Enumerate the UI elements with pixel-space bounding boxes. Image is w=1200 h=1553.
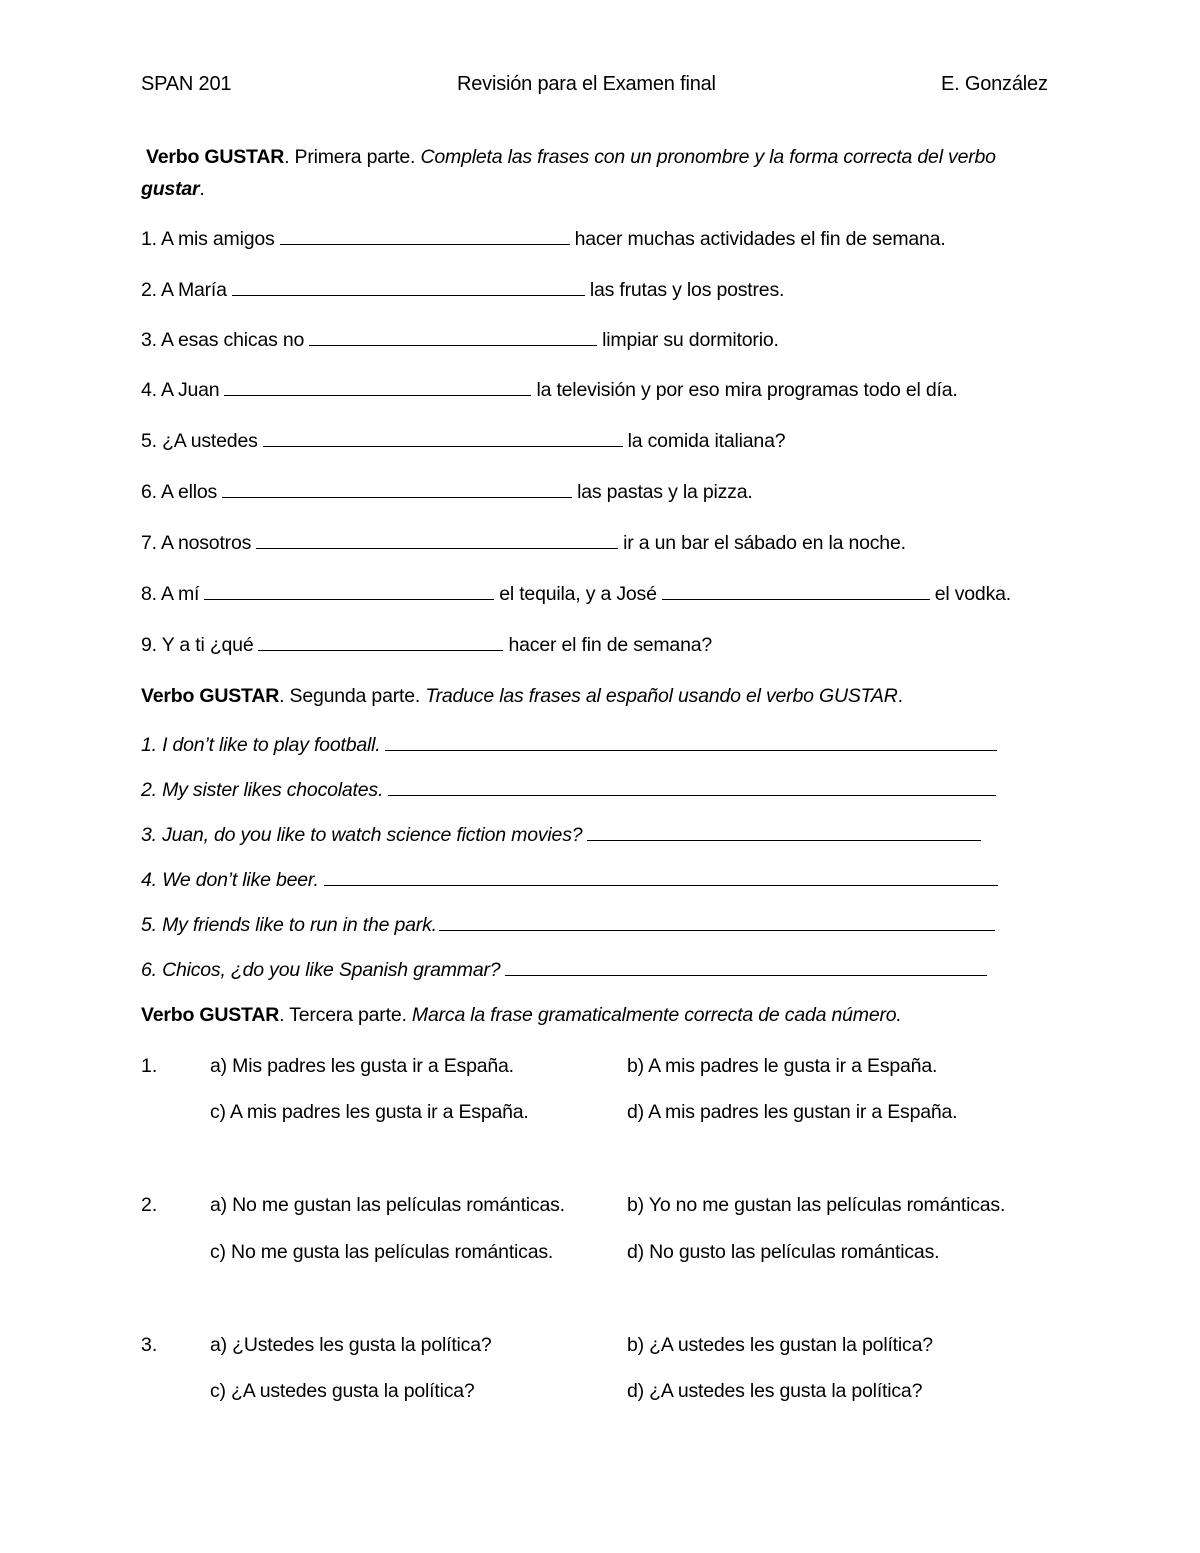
part1-item-5	[141, 429, 785, 453]
question-number: 1.	[141, 1055, 158, 1077]
item-text: 9. Y a ti ¿qué	[141, 634, 254, 656]
part1-heading	[146, 145, 996, 169]
part1-heading-rest: . Primera parte.	[284, 146, 421, 168]
part1-item-7	[141, 531, 906, 555]
instructor-name: E. González	[941, 73, 1048, 95]
option-b[interactable]: b) ¿A ustedes les gustan la política?	[627, 1334, 933, 1356]
item-text: 7. A nosotros	[141, 532, 252, 554]
answer-blank[interactable]	[222, 480, 572, 498]
part2-item-3	[141, 823, 986, 847]
answer-blank[interactable]	[505, 958, 987, 976]
item-text: el tequila, y a José	[499, 583, 657, 605]
part2-heading-bold: Verbo GUSTAR	[141, 685, 280, 707]
answer-blank[interactable]	[256, 531, 618, 549]
item-text: las frutas y los postres.	[589, 279, 785, 301]
part1-item-6	[141, 480, 753, 504]
option-a[interactable]: a) ¿Ustedes les gusta la política?	[210, 1334, 492, 1356]
part1-item-1	[141, 227, 946, 251]
item-text: 4. A Juan	[141, 379, 220, 401]
option-a[interactable]: a) No me gustan las películas románticas.	[210, 1194, 565, 1216]
item-text: las pastas y la pizza.	[577, 481, 753, 503]
item-text: 5. ¿A ustedes	[141, 430, 258, 452]
item-text: 3. A esas chicas no	[141, 329, 305, 351]
item-text: hacer el fin de semana?	[508, 634, 713, 656]
answer-blank[interactable]	[439, 913, 995, 931]
part2-instruction: Traduce las frases al español usando el verbo GUSTAR	[425, 685, 898, 707]
option-c[interactable]: c) ¿A ustedes gusta la política?	[210, 1380, 475, 1402]
part3-heading-rest: . Tercera parte.	[279, 1004, 412, 1026]
item-text: 5. My friends like to run in the park.	[141, 914, 437, 936]
part1-item-4	[141, 378, 958, 402]
item-text: 8. A mí	[141, 583, 200, 605]
option-a[interactable]: a) Mis padres les gusta ir a España.	[210, 1055, 514, 1077]
item-text: 3. Juan, do you like to watch science fiction movies?	[141, 824, 583, 846]
item-text: la televisión y por eso mira programas todo el día.	[536, 379, 958, 401]
part1-instruction-verb: gustar	[141, 178, 200, 200]
part1-item-3	[141, 328, 779, 352]
part1-instruction-period: .	[199, 178, 205, 200]
option-b[interactable]: b) A mis padres le gusta ir a España.	[627, 1055, 938, 1077]
item-text: el vodka.	[934, 583, 1011, 605]
answer-blank[interactable]	[280, 227, 570, 245]
item-text: ir a un bar el sábado en la noche.	[623, 532, 906, 554]
item-text: 2. My sister likes chocolates.	[141, 779, 384, 801]
part2-item-5	[141, 913, 995, 937]
option-c[interactable]: c) A mis padres les gusta ir a España.	[210, 1101, 529, 1123]
part2-item-6	[141, 958, 992, 982]
item-text: 1. I don’t like to play football.	[141, 734, 381, 756]
course-code: SPAN 201	[141, 73, 232, 95]
part2-item-4	[141, 868, 1003, 892]
part3-instruction: Marca la frase gramaticalmente correcta de cada número.	[411, 1004, 902, 1026]
item-text: 2. A María	[141, 279, 227, 301]
answer-blank[interactable]	[204, 582, 494, 600]
part3-heading	[141, 1003, 902, 1027]
option-d[interactable]: d) No gusto las películas románticas.	[627, 1241, 940, 1263]
option-c[interactable]: c) No me gusta las películas románticas.	[210, 1241, 554, 1263]
part1-instruction-line2	[141, 177, 205, 201]
part2-heading	[141, 684, 903, 708]
item-text: 6. Chicos, ¿do you like Spanish grammar?	[141, 959, 501, 981]
part3-heading-bold: Verbo GUSTAR	[141, 1004, 280, 1026]
option-d[interactable]: d) A mis padres les gustan ir a España.	[627, 1101, 958, 1123]
answer-blank[interactable]	[662, 582, 930, 600]
answer-blank[interactable]	[309, 328, 597, 346]
answer-blank[interactable]	[224, 378, 531, 396]
answer-blank[interactable]	[232, 278, 585, 296]
question-number: 3.	[141, 1334, 158, 1356]
item-text: hacer muchas actividades el fin de semana.	[574, 228, 946, 250]
option-b[interactable]: b) Yo no me gustan las películas románticas.	[627, 1194, 1006, 1216]
part2-heading-rest: . Segunda parte.	[279, 685, 426, 707]
part2-item-1	[141, 733, 1002, 757]
answer-blank[interactable]	[263, 429, 623, 447]
item-text: 1. A mis amigos	[141, 228, 275, 250]
part2-item-2	[141, 778, 1001, 802]
part1-instruction: Completa las frases con un pronombre y la forma correcta del verbo	[420, 146, 996, 168]
part1-item-8	[141, 582, 1011, 606]
answer-blank[interactable]	[587, 823, 981, 841]
part1-heading-bold: Verbo GUSTAR	[146, 146, 285, 168]
question-number: 2.	[141, 1194, 158, 1216]
document-title: Revisión para el Examen final	[457, 73, 716, 95]
option-d[interactable]: d) ¿A ustedes les gusta la política?	[627, 1380, 923, 1402]
answer-blank[interactable]	[324, 868, 998, 886]
item-text: la comida italiana?	[627, 430, 786, 452]
item-text: 6. A ellos	[141, 481, 218, 503]
part1-item-9	[141, 633, 712, 657]
part2-instruction-period: .	[897, 685, 903, 707]
answer-blank[interactable]	[258, 633, 503, 651]
item-text: 4. We don’t like beer.	[141, 869, 319, 891]
part1-item-2	[141, 278, 784, 302]
item-text: limpiar su dormitorio.	[602, 329, 779, 351]
answer-blank[interactable]	[385, 733, 997, 751]
answer-blank[interactable]	[388, 778, 996, 796]
